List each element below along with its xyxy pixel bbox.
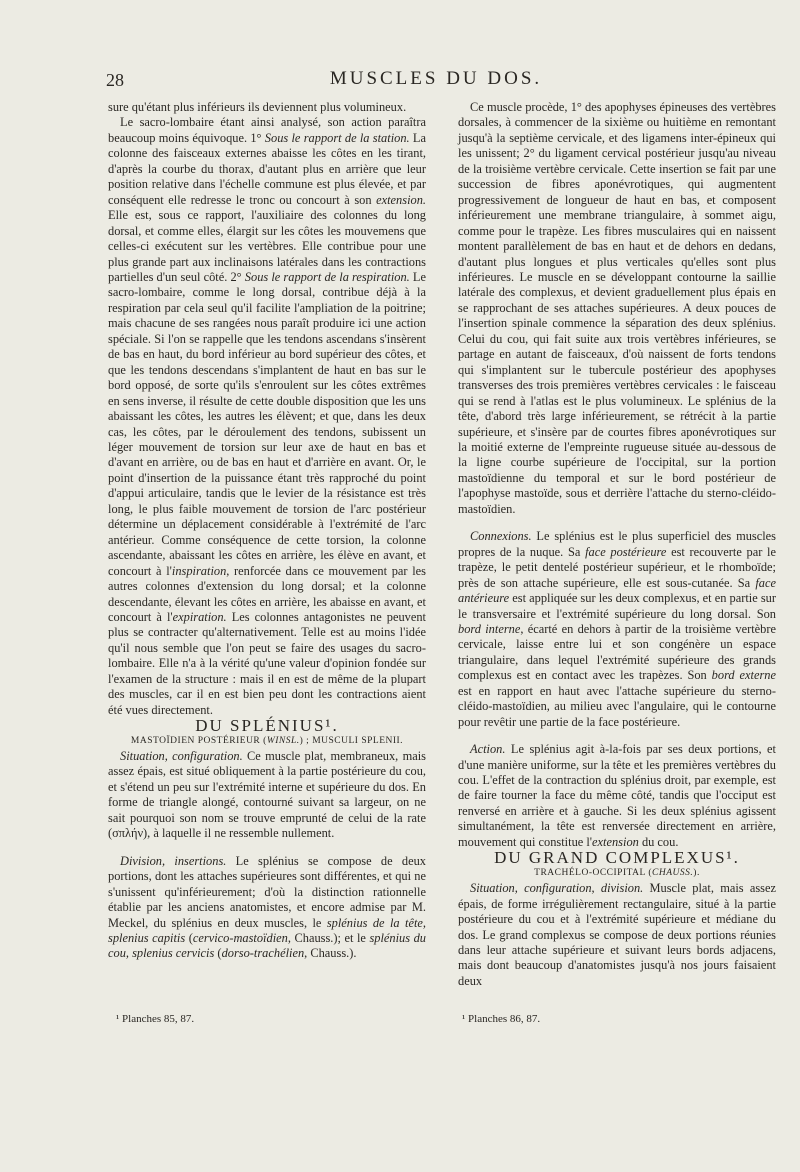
paragraph: Connexions. Le splénius est le plus superficiel des muscles propres de la nuque. Sa face postérieure est recouverte par le trapèze, le petit dentelé postérieur supérieur, et le rhomboïde; près de son attache supérieure, elle est sous-cutanée. Sa face antérieure est appliquée sur les deux complexus, et en partie sur le transversaire et l'extrémité supérieure du long dorsal. Son bord interne, écarté en dehors à partir de la troisième vertèbre cervicale, laisse entre lui et son congénère un espace triangulaire, dans lequel l'extrémité supérieure des grands complexus est en contact avec les trapèzes. Son bord externe est en rapport en haut avec l'attache supérieure du sterno-cléido-mastoïdien, au milieu avec l'angulaire, qui le contourne pour revêtir une partie de la face postérieure. <box>458 529 776 729</box>
paragraph: Situation, configuration. Ce muscle plat, membraneux, mais assez épais, est situé obliquement à la partie postérieure du cou, et s'étend un peu sur l'extrémité interne et supérieure du dos. En forme de triangle alongé, contourné suivant sa largeur, on ne sait pourquoi son nom se trouve emprunté de celui de la rate (σπλήν), à laquelle il ne ressemble nullement. <box>108 749 426 841</box>
paragraph: Le sacro-lombaire étant ainsi analysé, son action paraîtra beaucoup moins équivoque. 1° Sous le rapport de la station. La colonne des faisceaux externes abaisse les côtes en les tirant, d'après la courbe du thorax, d'autant plus en arrière que leur position relative dans l'échelle commune est plus élevée, et par conséquent elle redresse le tronc ou concourt à son extension. Elle est, sous ce rapport, l'auxiliaire des colonnes du long dorsal, et comme elles, élargit sur les côtes les mouvemens que celles-ci exécutent sur les vertèbres. Elle contribue pour une plus grande part aux inclinaisons latérales dans les contractions partielles d'un seul côté. 2° Sous le rapport de la respiration. Le sacro-lombaire, comme le long dorsal, contribue déjà à la respiration par cela seul qu'il facilite l'ampliation de la poitrine; mais chacune de ses rangées nous paraît produire ici une action spéciale. Si l'on se rappelle que les tendons ascendans s'insèrent de bas en haut, du bord inférieur au bord supérieur des côtes, et que les tendons descendans s'implantent de haut en bas sur le bord opposé, de sorte qu'ils s'enroulent sur les côtes extrêmes en sens inverse, il résulte de cette double disposition que les uns abaissant les côtes, les autres les élèvent; et que, dans les deux cas, les côtes, par le déroulement des tendons, subissent un léger mouvement de torsion sur leur axe de haut en bas et d'avant en arrière, ou de bas en haut et d'arrière en avant. Or, le point d'insertion de la puissance étant très rapproché du point d'appui articulaire, tandis que le levier de la résistance est très long, le plus faible mouvement de torsion de l'arc postérieur détermine un déplacement considérable à l'extrémité de l'arc antérieur. Comme conséquence de cette torsion, la colonne ascendante, abaissant les côtes en arrière, les élève en avant, et concourt à l'inspiration, renforcée dans ce mouvement par les autres colonnes d'extension du long dorsal; et la colonne descendante, élevant les côtes en arrière, les abaisse en avant, et concourt à l'expiration. Les colonnes antagonistes ne peuvent plus se contracter qu'alternativement. Telle est au moins l'idée qu'il nous semble que l'on peut se faire des usages du sacro-lombaire. Elle n'a à la vérité qu'une valeur d'opinion fondée sur l'examen de la structure : mais il en est de même de la plupart des muscles, car il en est bien peu dont les contractions aient été vues directement. <box>108 115 426 717</box>
page-header <box>106 70 766 90</box>
paragraph: sure qu'étant plus inférieurs ils deviennent plus volumineux. <box>108 100 407 114</box>
footnote: ¹ Planches 86, 87. <box>462 1013 541 1025</box>
running-title: MUSCLES DU DOS. <box>329 68 543 89</box>
left-column <box>108 100 426 962</box>
footnote: ¹ Planches 85, 87. <box>116 1013 195 1025</box>
paragraph: Situation, configuration, division. Muscle plat, mais assez épais, de forme irrégulièrement rectangulaire, situé à la partie postérieure du cou et à l'extrémité supérieure et médiane du dos. Le grand complexus se compose de deux portions réunies dans leur attache supérieure et suivant leurs bords adjacens, mais dont beaucoup d'anatomistes jusqu'à nos jours faisaient deux <box>458 881 777 988</box>
paragraph: Ce muscle procède, 1° des apophyses épineuses des vertèbres dorsales, à commencer de la sixième ou huitième en remontant jusqu'à la septième cervicale, et des ligamens inter-épineux qui les unissent; 2° du ligament cervical postérieur jusqu'au niveau de la troisième vertèbre cervicale. Cette insertion se fait par une succession de fibres aponévrotiques, qui augmentent progressivement de longueur de haut en bas, et composent inférieurement une membrane triangulaire, à sommet aigu, comme pour le trapèze. Les fibres musculaires qui en naissent montent parallèlement de bas en haut et de dehors en dedans, d'autant plus longues et plus verticales qu'elles sont plus inférieures. Le muscle en se développant contourne la saillie latérale des complexus, et devient graduellement plus épais en se rapprochant de ses attaches supérieures. A deux pouces de l'insertion spinale commence la séparation des deux splénius. Celui du cou, qui fait suite aux trois vertèbres inférieures, se partage en autant de faisceaux, d'où naissent de forts tendons qui s'implantent sur le tubercule postérieur des apophyses transverses des trois premières vertèbres cervicales : le faisceau qui se rend à l'atlas est le plus volumineux. Le splénius de la tête, d'abord très large inférieurement, se rétrécit à la partie supérieure, et s'insère par de courtes fibres aponévrotiques sur la moitié externe de l'empreinte rugueuse située au-dessous de la ligne courbe supérieure de l'occipital, sur la portion mastoïdienne du temporal et sur le bord postérieur de l'apophyse mastoïde, sous et derrière l'attache du sterno-cléido-mastoïdien. <box>458 100 776 516</box>
page-number: 28 <box>106 70 124 90</box>
section-heading: DU GRAND COMPLEXUS¹. <box>494 848 740 868</box>
section-heading: DU SPLÉNIUS¹. <box>195 716 339 736</box>
paragraph: Division, insertions. Le splénius se compose de deux portions, dont les attaches supérieures sont différentes, et qui ne s'unissent qu'inférieurement; d'où la distinction rationnelle établie par les anciens anatomistes, et encore admise par M. Meckel, du splénius en deux muscles, le splénius de la tête, splenius capitis (cervico-mastoïdien, Chauss.); et le splénius du cou, splenius cervicis (dorso-trachélien, Chauss.). <box>108 853 426 961</box>
section-subheading: MASTOÏDIEN POSTÉRIEUR (WINSL.) ; MUSCULI SPLENII. <box>130 735 404 746</box>
section-subheading: TRACHÉLO-OCCIPITAL (CHAUSS.). <box>534 867 700 878</box>
paragraph: Action. Le splénius agit à-la-fois par ses deux portions, et d'une manière uniforme, sur la tête et les premières vertèbres du cou. L'effet de la contraction du splénius droit, par exemple, est de faire tourner la face du même côté, tandis que l'occiput est renversé en arrière et à gauche. Si les deux splénius agissent simultanément, la tête est renversée directement en arrière, mouvement qui constitue l'extension du cou. <box>458 742 776 849</box>
right-column <box>458 100 776 989</box>
